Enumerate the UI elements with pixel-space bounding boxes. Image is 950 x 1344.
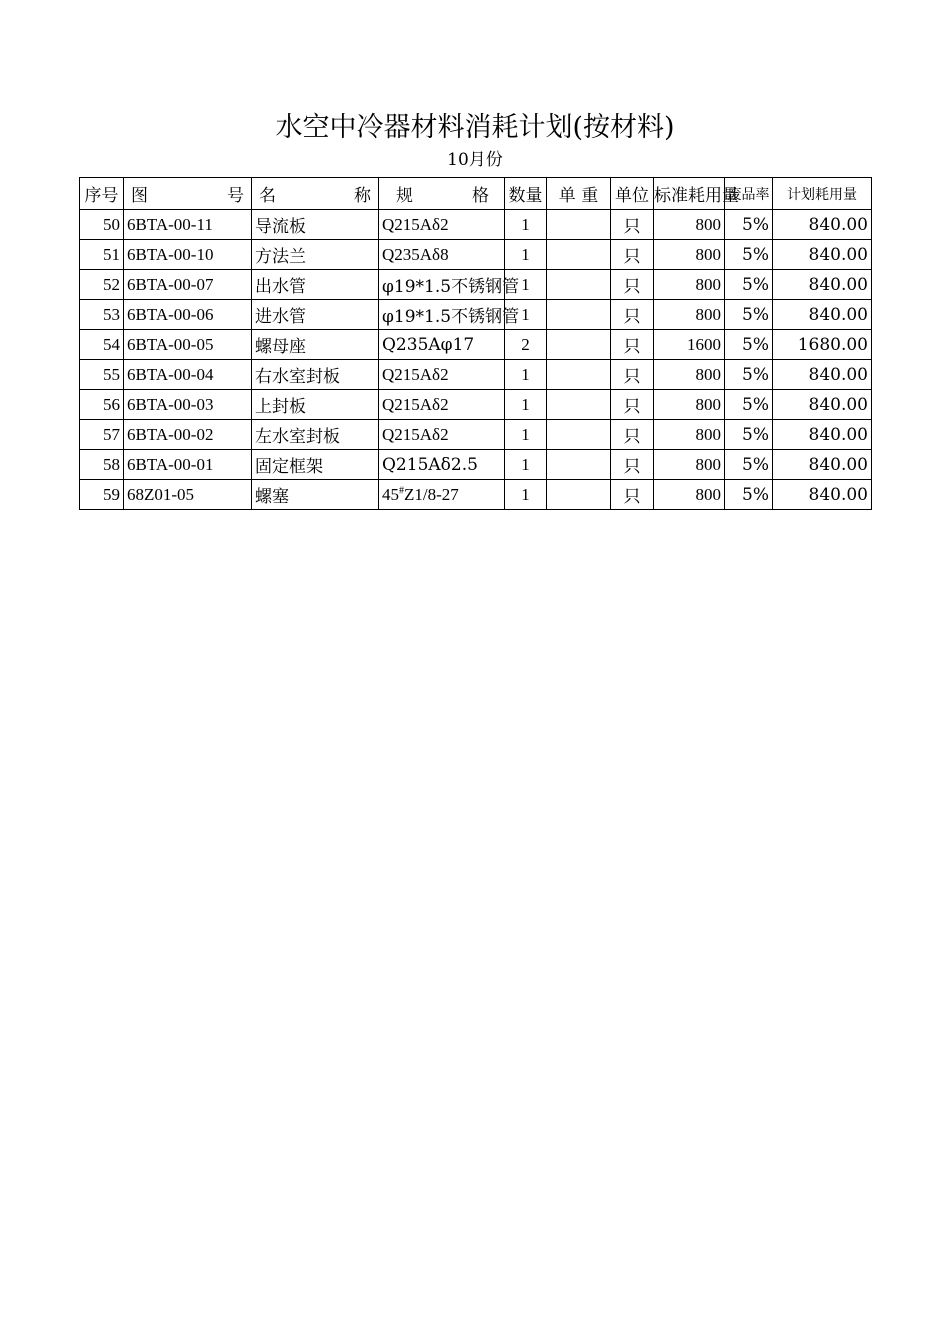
header-seq: 序号 — [80, 178, 124, 210]
cell-std-usage: 800 — [654, 270, 725, 300]
cell-name: 上封板 — [252, 390, 379, 420]
cell-plan-usage: 840.00 — [773, 270, 872, 300]
material-consumption-table — [79, 177, 872, 510]
cell-spec: Q215Aδ2 — [379, 390, 505, 420]
header-drawing-no-part1: 图 — [131, 186, 148, 206]
cell-qty: 1 — [505, 300, 547, 330]
cell-unit: 只 — [611, 390, 654, 420]
document-subtitle: 10月份 — [447, 150, 503, 170]
cell-qty: 1 — [505, 450, 547, 480]
cell-name: 螺塞 — [252, 480, 379, 510]
cell-qty: 2 — [505, 330, 547, 360]
table-row — [80, 300, 872, 330]
cell-unit: 只 — [611, 420, 654, 450]
cell-seq: 59 — [80, 480, 124, 510]
cell-name: 方法兰 — [252, 240, 379, 270]
cell-unit-weight — [547, 480, 611, 510]
cell-name: 进水管 — [252, 300, 379, 330]
header-row — [80, 178, 872, 210]
cell-spec: 45#Z1/8-27 — [379, 480, 505, 510]
cell-plan-usage: 1680.00 — [773, 330, 872, 360]
cell-scrap-rate: 5% — [725, 420, 773, 450]
cell-scrap-rate: 5% — [725, 240, 773, 270]
header-scrap-rate: 废品率 — [725, 178, 773, 210]
cell-drawing-no: 6BTA-00-05 — [124, 330, 252, 360]
cell-std-usage: 800 — [654, 240, 725, 270]
cell-qty: 1 — [505, 480, 547, 510]
cell-drawing-no: 6BTA-00-04 — [124, 360, 252, 390]
cell-unit-weight — [547, 330, 611, 360]
cell-qty: 1 — [505, 270, 547, 300]
cell-unit: 只 — [611, 450, 654, 480]
cell-unit: 只 — [611, 300, 654, 330]
table-row — [80, 450, 872, 480]
header-plan-usage: 计划耗用量 — [773, 178, 872, 210]
cell-unit-weight — [547, 450, 611, 480]
cell-drawing-no: 6BTA-00-10 — [124, 240, 252, 270]
table-row — [80, 330, 872, 360]
table-row — [80, 360, 872, 390]
cell-std-usage: 1600 — [654, 330, 725, 360]
cell-spec: Q215Aδ2 — [379, 210, 505, 240]
cell-plan-usage: 840.00 — [773, 360, 872, 390]
header-drawing-no — [124, 178, 252, 210]
header-name — [252, 178, 379, 210]
cell-scrap-rate: 5% — [725, 360, 773, 390]
cell-spec: Q215Aδ2.5 — [379, 450, 505, 480]
cell-seq: 52 — [80, 270, 124, 300]
cell-unit: 只 — [611, 480, 654, 510]
cell-unit-weight — [547, 300, 611, 330]
cell-scrap-rate: 5% — [725, 300, 773, 330]
cell-seq: 50 — [80, 210, 124, 240]
header-drawing-no-part2: 号 — [227, 186, 244, 206]
cell-seq: 51 — [80, 240, 124, 270]
cell-name: 出水管 — [252, 270, 379, 300]
cell-name: 导流板 — [252, 210, 379, 240]
cell-seq: 57 — [80, 420, 124, 450]
table-row — [80, 210, 872, 240]
document-title: 水空中冷器材料消耗计划(按材料) — [275, 112, 675, 143]
cell-name: 左水室封板 — [252, 420, 379, 450]
cell-unit: 只 — [611, 270, 654, 300]
cell-drawing-no: 6BTA-00-07 — [124, 270, 252, 300]
table-body — [80, 210, 872, 510]
cell-unit-weight — [547, 270, 611, 300]
cell-spec: φ19*1.5不锈钢管 — [379, 270, 505, 300]
cell-plan-usage: 840.00 — [773, 480, 872, 510]
cell-spec: Q215Aδ2 — [379, 420, 505, 450]
cell-spec: Q215Aδ2 — [379, 360, 505, 390]
cell-name: 右水室封板 — [252, 360, 379, 390]
table-row — [80, 270, 872, 300]
superscript-mark: # — [399, 484, 404, 496]
cell-unit-weight — [547, 360, 611, 390]
cell-name: 螺母座 — [252, 330, 379, 360]
table-row — [80, 390, 872, 420]
cell-spec: Q235Aφ17 — [379, 330, 505, 360]
header-unit-weight: 单 重 — [547, 178, 611, 210]
cell-unit-weight — [547, 420, 611, 450]
cell-std-usage: 800 — [654, 360, 725, 390]
cell-seq: 54 — [80, 330, 124, 360]
cell-spec: Q235Aδ8 — [379, 240, 505, 270]
cell-std-usage: 800 — [654, 480, 725, 510]
header-spec-part1: 规 — [396, 186, 413, 206]
cell-scrap-rate: 5% — [725, 480, 773, 510]
cell-unit: 只 — [611, 210, 654, 240]
cell-unit-weight — [547, 390, 611, 420]
cell-seq: 56 — [80, 390, 124, 420]
header-name-part2: 称 — [354, 186, 371, 206]
cell-drawing-no: 6BTA-00-02 — [124, 420, 252, 450]
cell-seq: 55 — [80, 360, 124, 390]
cell-plan-usage: 840.00 — [773, 240, 872, 270]
cell-qty: 1 — [505, 210, 547, 240]
cell-drawing-no: 6BTA-00-01 — [124, 450, 252, 480]
cell-qty: 1 — [505, 360, 547, 390]
cell-drawing-no: 68Z01-05 — [124, 480, 252, 510]
cell-qty: 1 — [505, 420, 547, 450]
header-std-usage: 标准耗用量 — [654, 178, 725, 210]
cell-unit: 只 — [611, 330, 654, 360]
cell-std-usage: 800 — [654, 300, 725, 330]
cell-scrap-rate: 5% — [725, 210, 773, 240]
cell-plan-usage: 840.00 — [773, 420, 872, 450]
cell-seq: 53 — [80, 300, 124, 330]
cell-drawing-no: 6BTA-00-11 — [124, 210, 252, 240]
cell-scrap-rate: 5% — [725, 270, 773, 300]
header-unit: 单位 — [611, 178, 654, 210]
table-row — [80, 480, 872, 510]
cell-qty: 1 — [505, 240, 547, 270]
cell-name: 固定框架 — [252, 450, 379, 480]
cell-plan-usage: 840.00 — [773, 390, 872, 420]
table-row — [80, 240, 872, 270]
cell-plan-usage: 840.00 — [773, 210, 872, 240]
cell-scrap-rate: 5% — [725, 450, 773, 480]
header-qty: 数量 — [505, 178, 547, 210]
cell-spec: φ19*1.5不锈钢管 — [379, 300, 505, 330]
header-spec — [379, 178, 505, 210]
cell-unit: 只 — [611, 240, 654, 270]
cell-scrap-rate: 5% — [725, 390, 773, 420]
cell-seq: 58 — [80, 450, 124, 480]
cell-plan-usage: 840.00 — [773, 300, 872, 330]
header-spec-part2: 格 — [472, 186, 489, 206]
cell-drawing-no: 6BTA-00-06 — [124, 300, 252, 330]
cell-qty: 1 — [505, 390, 547, 420]
cell-drawing-no: 6BTA-00-03 — [124, 390, 252, 420]
table-row — [80, 420, 872, 450]
cell-plan-usage: 840.00 — [773, 450, 872, 480]
cell-unit-weight — [547, 210, 611, 240]
cell-std-usage: 800 — [654, 390, 725, 420]
cell-scrap-rate: 5% — [725, 330, 773, 360]
cell-unit: 只 — [611, 360, 654, 390]
cell-std-usage: 800 — [654, 420, 725, 450]
cell-unit-weight — [547, 240, 611, 270]
header-name-part1: 名 — [259, 186, 276, 206]
cell-std-usage: 800 — [654, 450, 725, 480]
cell-std-usage: 800 — [654, 210, 725, 240]
